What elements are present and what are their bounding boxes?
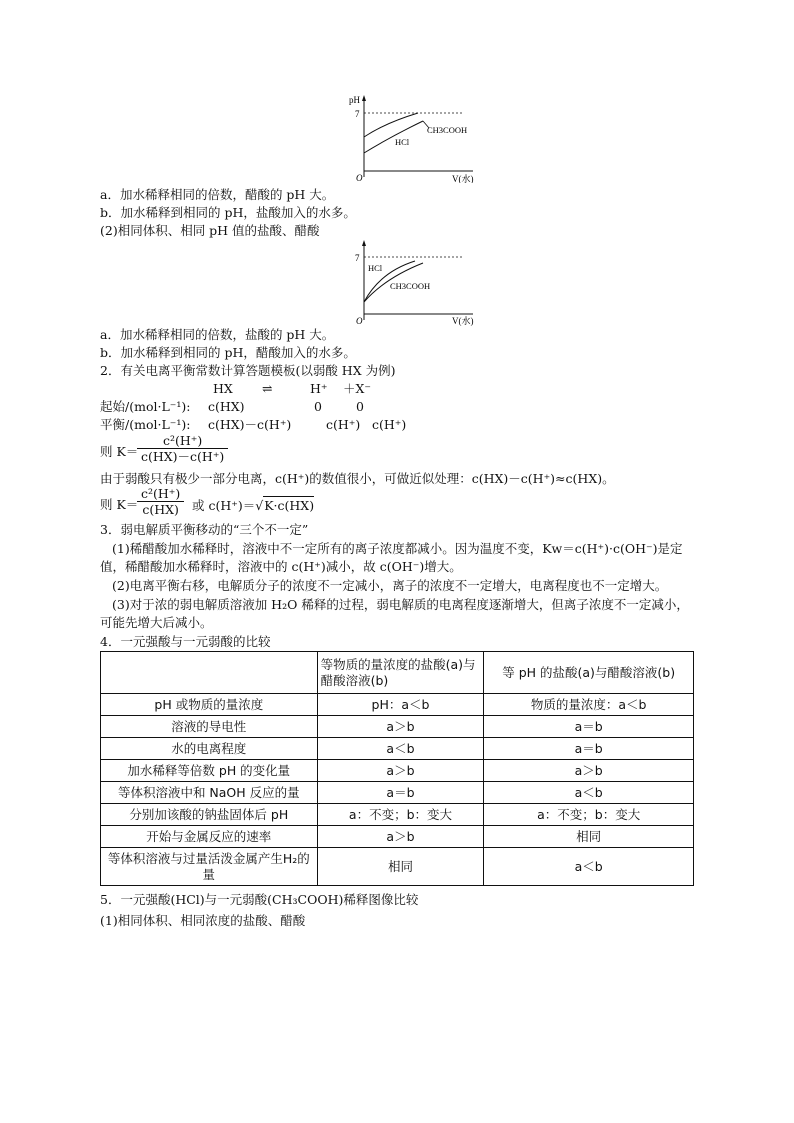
row-col2: 相同 bbox=[317, 848, 484, 886]
eq-xminus: ＋X⁻ bbox=[343, 381, 371, 396]
table-row bbox=[101, 716, 694, 738]
k-fraction bbox=[137, 433, 228, 464]
row-label: 加水稀释等倍数 pH 的变化量 bbox=[101, 760, 318, 782]
k-denominator: c(HX)－c(H⁺) bbox=[141, 449, 225, 464]
dilution-graph-2 bbox=[345, 238, 475, 326]
y-tick-label: 7 bbox=[355, 253, 360, 263]
row-col2: a＞b bbox=[317, 826, 484, 848]
row-col3: a＝b bbox=[484, 716, 694, 738]
sub-1: (1)相同体积、相同浓度的盐酸、醋酸 bbox=[100, 913, 306, 928]
row-label: 等体积溶液与过量活泼金属产生H₂的量 bbox=[101, 848, 318, 886]
p1-line1: (1)稀醋酸加水稀释时，溶液中不一定所有的离子浓度都减小。因为温度不变，Kw＝c(H⁺)·c(OH⁻)是定 bbox=[112, 541, 683, 556]
hcl-curve bbox=[364, 121, 423, 153]
row-col3: a＜b bbox=[484, 848, 694, 886]
row-col3: a＝b bbox=[484, 738, 694, 760]
row-col2: a＞b bbox=[317, 716, 484, 738]
p3-line1: (3)对于浓的弱电解质溶液加 H₂O 稀释的过程，弱电解质的电离程度逐渐增大，但离子浓度不一定减小， bbox=[112, 597, 689, 612]
table-row bbox=[101, 826, 694, 848]
subheading-2: (2)相同体积、相同 pH 值的盐酸、醋酸 bbox=[100, 223, 320, 238]
y-tick-label: 7 bbox=[355, 109, 360, 119]
row-col2: a＞b bbox=[317, 760, 484, 782]
y-axis-label: pH bbox=[349, 95, 360, 105]
item-a-1: a．加水稀释相同的倍数，醋酸的 pH 大。 bbox=[100, 187, 335, 202]
eq-arrow: ⇌ bbox=[262, 381, 273, 396]
eq-hplus: H⁺ bbox=[310, 381, 328, 396]
eq-val-hx: c(HX)－c(H⁺) bbox=[208, 417, 292, 432]
eq-hx: HX bbox=[213, 381, 233, 396]
ch3cooh-curve bbox=[364, 113, 418, 137]
heading-4: 4．一元强酸与一元弱酸的比较 bbox=[100, 634, 271, 649]
table-row bbox=[101, 782, 694, 804]
eq-val-h: c(H⁺) bbox=[326, 417, 361, 432]
start-h: 0 bbox=[314, 399, 322, 414]
p1-line2: 值，稀醋酸加水稀释时，溶液中的 c(H⁺)减小，故 c(OH⁻)增大。 bbox=[100, 559, 462, 574]
k2-prefix: 则 K＝ bbox=[100, 497, 139, 512]
item-b-2: b．加水稀释到相同的 pH，醋酸加入的水多。 bbox=[100, 345, 356, 360]
p2: (2)电离平衡右移，电解质分子的浓度不一定减小，离子的浓度不一定增大，电离程度也不一定增大。 bbox=[112, 578, 668, 593]
start-label: 起始/(mol·L⁻¹): bbox=[100, 399, 191, 414]
k-prefix: 则 K＝ bbox=[100, 444, 139, 459]
heading-3: 3．弱电解质平衡移动的“三个不一定” bbox=[100, 522, 309, 537]
row-label: pH 或物质的量浓度 bbox=[101, 694, 318, 716]
k2-denominator: c(HX) bbox=[142, 502, 179, 517]
dilution-graph-1 bbox=[345, 93, 475, 183]
y-axis-arrow bbox=[362, 240, 366, 246]
row-label: 溶液的导电性 bbox=[101, 716, 318, 738]
k2-or: 或 c(H⁺)＝ bbox=[192, 498, 256, 513]
item-a-2: a．加水稀释相同的倍数，盐酸的 pH 大。 bbox=[100, 327, 335, 342]
origin-label: O bbox=[356, 173, 363, 183]
k2-fraction bbox=[137, 486, 184, 517]
start-hx: c(HX) bbox=[208, 399, 245, 414]
table-row bbox=[101, 694, 694, 716]
k2-alt bbox=[192, 496, 314, 514]
header-col3: 等 pH 的盐酸(a)与醋酸溶液(b) bbox=[484, 652, 694, 694]
header-blank bbox=[101, 652, 318, 694]
eq-label: 平衡/(mol·L⁻¹): bbox=[100, 417, 191, 432]
start-x: 0 bbox=[356, 399, 364, 414]
row-col2: pH：a＜b bbox=[317, 694, 484, 716]
row-label: 水的电离程度 bbox=[101, 738, 318, 760]
table-header-row bbox=[101, 652, 694, 694]
k-numerator: c²(H⁺) bbox=[137, 433, 228, 449]
y-axis-arrow bbox=[362, 95, 366, 101]
p3-line2: 可能先增大后减小。 bbox=[100, 615, 213, 630]
x-axis-label: V(水) bbox=[452, 174, 474, 183]
hcl-label: HCl bbox=[368, 263, 383, 273]
ch3cooh-label: CH3COOH bbox=[390, 281, 431, 291]
table-row bbox=[101, 760, 694, 782]
heading-5: 5．一元强酸(HCl)与一元弱酸(CH₃COOH)稀释图像比较 bbox=[100, 892, 419, 907]
hcl-label: HCl bbox=[395, 137, 410, 147]
header-col2: 等物质的量浓度的盐酸(a)与醋酸溶液(b) bbox=[317, 652, 484, 694]
approx-text: 由于弱酸只有极少一部分电离，c(H⁺)的数值很小，可做近似处理：c(HX)－c(H⁺)≈c(HX)。 bbox=[100, 471, 615, 486]
x-axis-label: V(水) bbox=[452, 316, 474, 326]
row-col3: 相同 bbox=[484, 826, 694, 848]
ch3cooh-label: CH3COOH bbox=[427, 125, 468, 135]
table-row bbox=[101, 848, 694, 886]
item-b-1: b．加水稀释到相同的 pH，盐酸加入的水多。 bbox=[100, 205, 356, 220]
row-label: 分别加该酸的钠盐固体后 pH bbox=[101, 804, 318, 826]
row-col3: a：不变；b：变大 bbox=[484, 804, 694, 826]
row-label: 开始与金属反应的速率 bbox=[101, 826, 318, 848]
table-row bbox=[101, 738, 694, 760]
k2-sqrt-content: K·c(HX) bbox=[264, 498, 315, 513]
sqrt-icon: √ bbox=[255, 498, 264, 513]
heading-2: 2．有关电离平衡常数计算答题模板(以弱酸 HX 为例) bbox=[100, 363, 396, 378]
row-col3: a＜b bbox=[484, 782, 694, 804]
row-col2: a＜b bbox=[317, 738, 484, 760]
table-row bbox=[101, 804, 694, 826]
comparison-table bbox=[100, 651, 694, 886]
k2-numerator: c²(H⁺) bbox=[137, 486, 184, 502]
eq-val-x: c(H⁺) bbox=[372, 417, 407, 432]
origin-label: O bbox=[356, 316, 363, 326]
row-col2: a＝b bbox=[317, 782, 484, 804]
row-col3: 物质的量浓度：a＜b bbox=[484, 694, 694, 716]
row-col3: a＞b bbox=[484, 760, 694, 782]
row-col2: a：不变；b：变大 bbox=[317, 804, 484, 826]
row-label: 等体积溶液中和 NaOH 反应的量 bbox=[101, 782, 318, 804]
